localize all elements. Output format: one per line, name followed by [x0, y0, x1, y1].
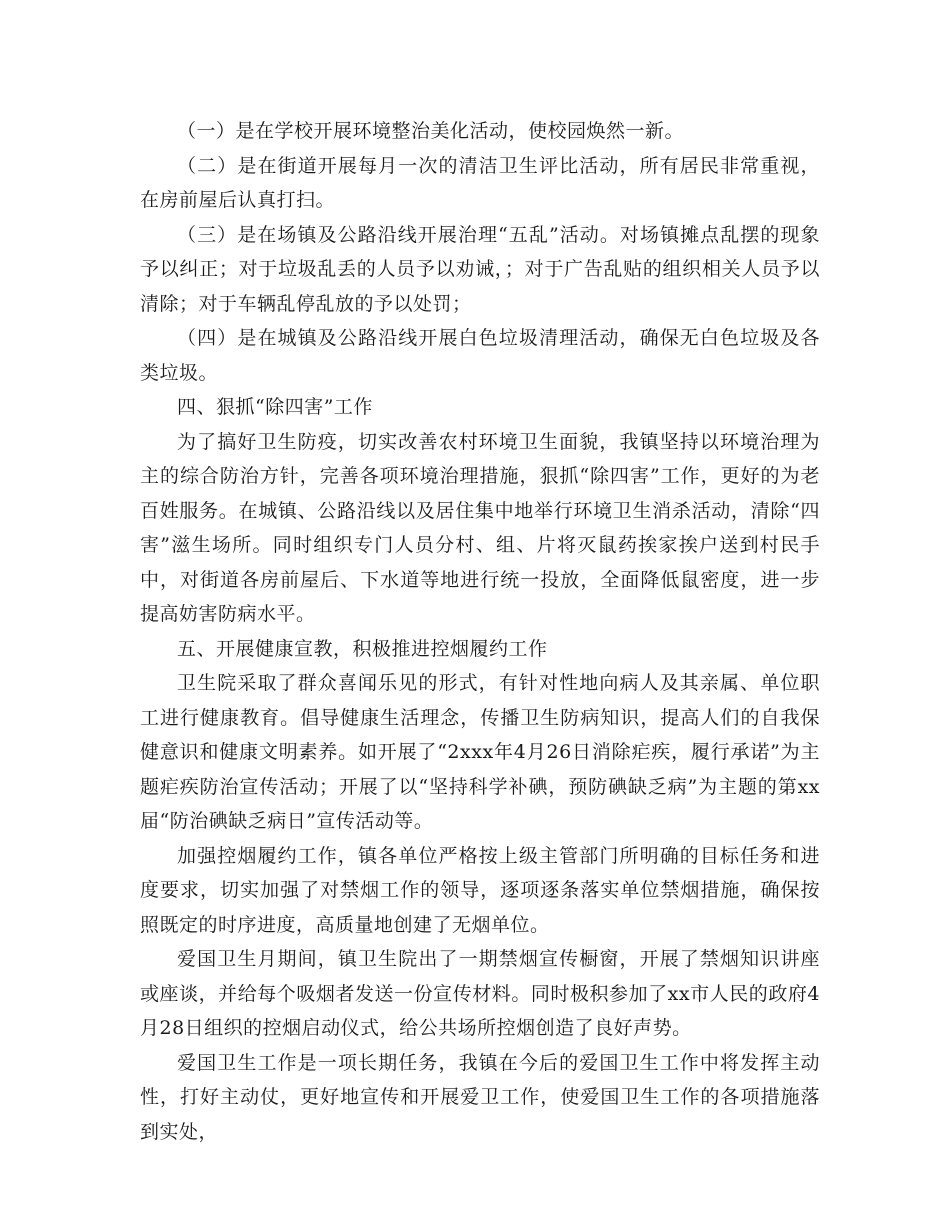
paragraph-7: 加强控烟履约工作，镇各单位严格按上级主管部门所明确的目标任务和进度要求，切实加强了对禁烟工作的领导，逐项逐条落实单位禁烟措施，确保按照既定的时序进度，高质量地创建了无烟单位。	[140, 844, 820, 936]
paragraph-6: 卫生院采取了群众喜闻乐见的形式，有针对性地向病人及其亲属、单位职工进行健康教育。倡导健康生活理念，传播卫生防病知识，提高人们的自我保健意识和健康文明素养。如开展了“2xxx年4月26日消除疟疾，履行承诺”为主题疟疾防治宣传活动；开展了以“坚持科学补碘，预防碘缺乏病”为主题的第xx届“防治碘缺乏病日”宣传活动等。	[140, 672, 820, 832]
paragraph-2: （二）是在街道开展每月一次的清洁卫生评比活动，所有居民非常重视，在房前屋后认真打扫。	[140, 154, 820, 211]
paragraph-4: （四）是在城镇及公路沿线开展白色垃圾清理活动，确保无白色垃圾及各类垃圾。	[140, 327, 820, 384]
document-page	[140, 114, 820, 1149]
paragraph-9: 爱国卫生工作是一项长期任务，我镇在今后的爱国卫生工作中将发挥主动性，打好主动仗，更好地宣传和开展爱卫工作，使爱国卫生工作的各项措施落到实处，	[140, 1051, 820, 1143]
section-heading-4: 四、狠抓“除四害”工作	[177, 396, 373, 418]
paragraph-3: （三）是在场镇及公路沿线开展治理“五乱”活动。对场镇摊点乱摆的现象予以纠正；对于垃圾乱丢的人员予以劝诫，；对于广告乱贴的组织相关人员予以清除；对于车辆乱停乱放的予以处罚；	[140, 223, 820, 315]
paragraph-5: 为了搞好卫生防疫，切实改善农村环境卫生面貌，我镇坚持以环境治理为主的综合防治方针，完善各项环境治理措施，狠抓“除四害”工作，更好的为老百姓服务。在城镇、公路沿线以及居住集中地举行环境卫生消杀活动，清除“四害”滋生场所。同时组织专门人员分村、组、片将灭鼠药挨家挨户送到村民手中，对街道各房前屋后、下水道等地进行统一投放，全面降低鼠密度，进一步提高妨害防病水平。	[140, 430, 820, 625]
section-heading-5: 五、开展健康宣教，积极推进控烟履约工作	[177, 637, 548, 660]
paragraph-8: 爱国卫生月期间，镇卫生院出了一期禁烟宣传橱窗，开展了禁烟知识讲座或座谈，并给每个吸烟者发送一份宣传材料。同时极积参加了xx市人民的政府4月28日组织的控烟启动仪式，给公共场所控烟创造了良好声势。	[140, 948, 820, 1039]
paragraph-1: （一）是在学校开展环境整治美化活动，使校园焕然一新。	[177, 120, 685, 142]
